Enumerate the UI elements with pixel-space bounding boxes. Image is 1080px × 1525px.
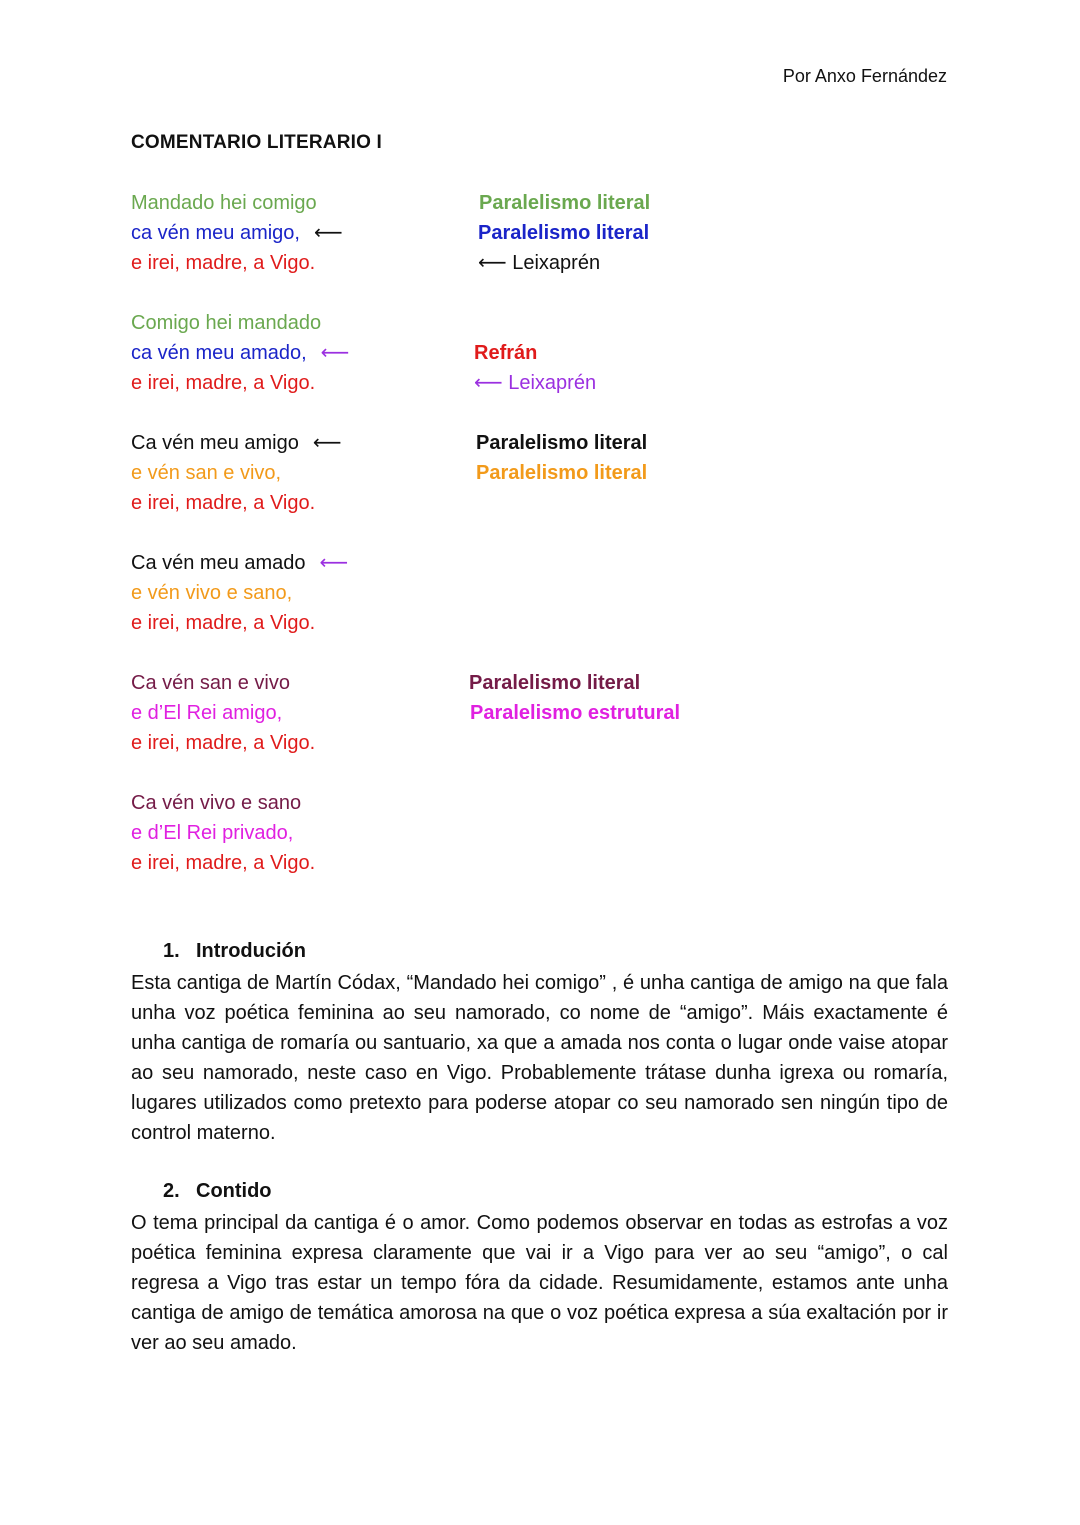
annotation-paralelismo-literal: Paralelismo literal [478,222,650,244]
annotation-leixapren: ⟵ Leixaprén [474,372,597,394]
poem-line-13: Ca vén san e vivo [131,672,290,694]
section-heading-contido [163,1180,272,1203]
arrow-left-icon: ⟵ [478,252,507,274]
poem-line-4: Comigo hei mandado [131,312,322,334]
poem-line-6: e irei, madre, a Vigo. [131,372,316,394]
author-line: Por Anxo Fernández [782,66,947,86]
poem-line-9: e irei, madre, a Vigo. [131,492,316,514]
poem-line-17: e d’El Rei privado, [131,822,294,844]
poem-line-1: Mandado hei comigo [131,192,317,214]
annotation-paralelismo-literal: Paralelismo literal [469,672,641,694]
annotation-paralelismo-estrutural: Paralelismo estrutural [470,702,681,724]
poem-line-15: e irei, madre, a Vigo. [131,732,316,754]
poem-line-14: e d’El Rei amigo, [131,702,283,724]
poem-line-7: Ca vén meu amigo ⟵ [131,428,342,458]
poem-line-16: Ca vén vivo e sano [131,792,302,814]
annotation-leixapren: ⟵ Leixaprén [478,252,601,274]
poem-line-8: e vén san e vivo, [131,462,282,484]
section-number: 2. [163,1180,180,1202]
section-body-contido: O tema principal da cantiga é o amor. Como podemos observar en todas as estrofas a voz poética feminina expresa claramente que vai ir a Vigo para ver ao seu “amigo”, o cal regresa a Vigo tras estar un tempo fóra da cidade. Resumidamente, estamos ante unha cantiga de amigo de temática amorosa na que o voz poética expresa a súa exaltación por ir ver ao seu amado. [131,1212,948,1354]
annotation-paralelismo-literal: Paralelismo literal [476,432,648,454]
arrow-left-icon: ⟵ [319,552,349,574]
poem-line-3: e irei, madre, a Vigo. [131,252,316,274]
arrow-left-icon: ⟵ [312,432,342,454]
section-body-introducion: Esta cantiga de Martín Códax, “Mandado hei comigo” , é unha cantiga de amigo na que fala unha voz poética feminina ao seu namorado, co nome de “amigo”. Máis exactamente é unha cantiga de romaría ou santuario, xa que a amada nos conta o lugar onde vaise atopar ao seu namorado, neste caso en Vigo. Probablemente trátase dunha igrexa ou romaría, lugares utilizados como pretexto para poderse atopar co seu namorado sen ningún tipo de control materno. [131,972,948,1144]
arrow-left-icon: ⟵ [313,222,343,244]
poem-line-10: Ca vén meu amado ⟵ [131,548,348,578]
annotation-paralelismo-literal: Paralelismo literal [479,192,651,214]
section-title: Contido [196,1180,272,1202]
section-number: 1. [163,940,180,962]
arrow-left-icon: ⟵ [320,342,350,364]
poem-line-2: ca vén meu amigo, ⟵ [131,218,343,248]
poem-line-12: e irei, madre, a Vigo. [131,612,316,634]
document-title: COMENTARIO LITERARIO I [131,132,383,153]
arrow-left-icon: ⟵ [474,372,503,394]
poem-line-5: ca vén meu amado, ⟵ [131,338,349,368]
section-title: Introdución [196,940,306,962]
section-heading-introducion [163,940,306,963]
poem-line-11: e vén vivo e sano, [131,582,293,604]
annotation-paralelismo-literal: Paralelismo literal [476,462,648,484]
annotation-refran: Refrán [474,342,538,364]
poem-line-18: e irei, madre, a Vigo. [131,852,316,874]
